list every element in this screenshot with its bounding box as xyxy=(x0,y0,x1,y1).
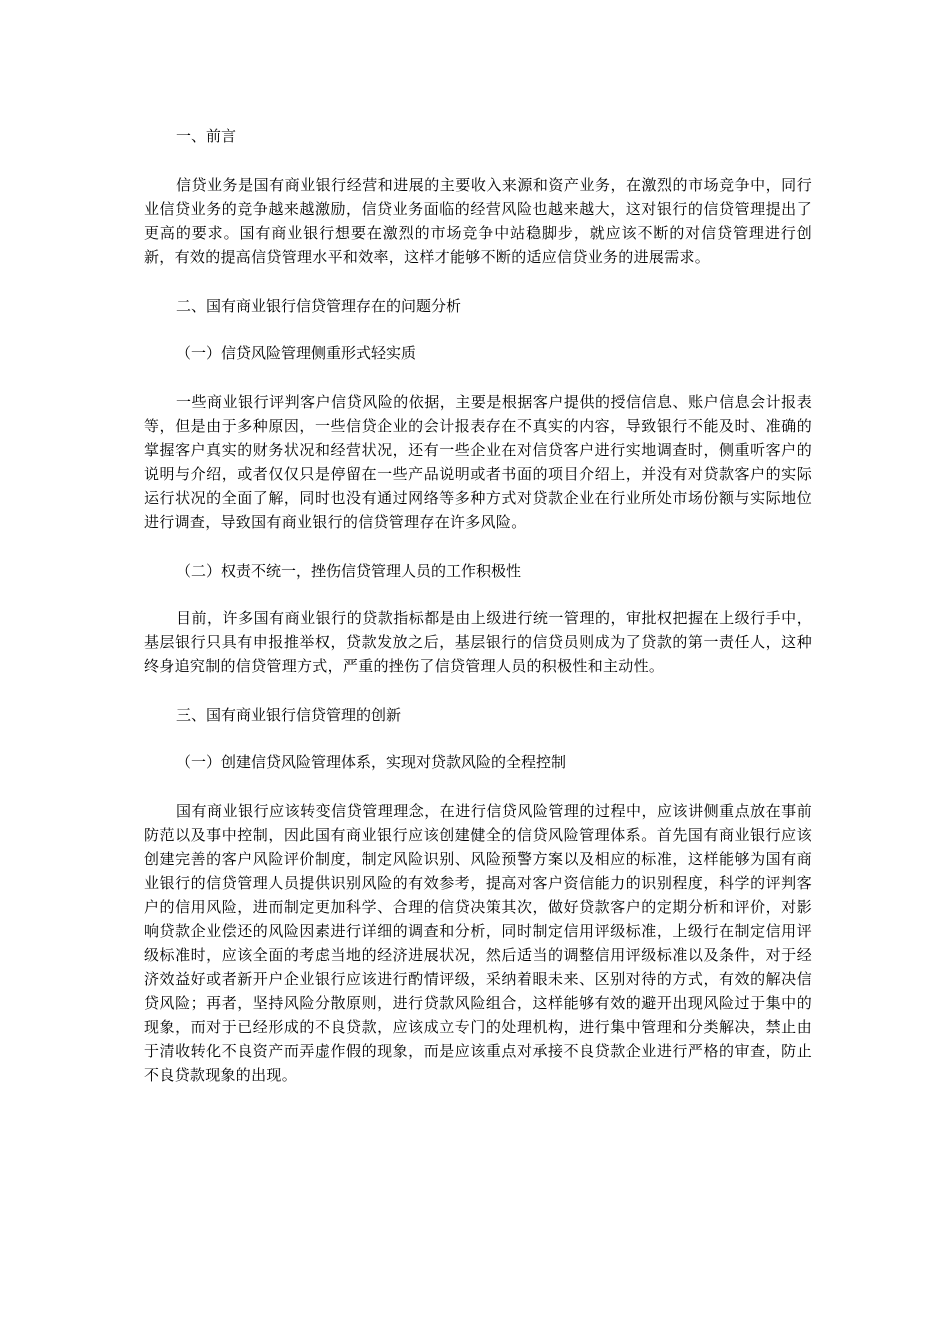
section-heading-problems: 二、国有商业银行信贷管理存在的问题分析 xyxy=(176,297,462,315)
paragraph-risk-system: 国有商业银行应该转变信贷管理理念，在进行信贷风险管理的过程中，应该讲侧重点放在事前防范以及事中控制，因此国有商业银行应该创建健全的信贷风险管理体系。首先国有商业银行应该创建完善的客户风险评价制度，制定风险识别、风险预警方案以及相应的标准，这样能够为国有商业银行的信贷管理人员提供识别风险的有效参考，提高对客户资信能力的识别程度，科学的评判客户的信用风险，进而制定更加科学、合理的信贷决策其次，做好贷款客户的定期分析和评价，对影响贷款企业偿还的风险因素进行详细的调查和分析，同时制定信用评级标准，上级行在制定信用评级标准时，应该全面的考虑当地的经济进展状况，然后适当的调整信用评级标准以及条件，对于经济效益好或者新开户企业银行应该进行酌情评级，采纳着眼未来、区别对待的方式，有效的解决信贷风险；再者，坚持风险分散原则，进行贷款风险组合，这样能够有效的避开出现风险过于集中的现象，而对于已经形成的不良贷款，应该成立专门的处理机构，进行集中管理和分类解决，禁止由于清收转化不良资产而弄虚作假的现象，而是应该重点对承接不良贷款企业进行严格的审查，防止不良贷款现象的出现。 xyxy=(144,802,812,1084)
subsection-heading-risk-form: （一）信贷风险管理侧重形式轻实质 xyxy=(176,344,417,362)
document-page xyxy=(144,124,812,1087)
section-heading-preface: 一、前言 xyxy=(176,127,237,145)
subsection-heading-authority: （二）权责不统一，挫伤信贷管理人员的工作积极性 xyxy=(176,562,522,580)
paragraph-preface: 信贷业务是国有商业银行经营和进展的主要收入来源和资产业务，在激烈的市场竞争中，同行业信贷业务的竞争越来越激励，信贷业务面临的经营风险也越来越大，这对银行的信贷管理提出了更高的要求。国有商业银行想要在激烈的市场竞争中站稳脚步，就应该不断的对信贷管理进行创新，有效的提高信贷管理水平和效率，这样才能够不断的适应信贷业务的进展需求。 xyxy=(144,176,812,266)
subsection-heading-risk-system: （一）创建信贷风险管理体系，实现对贷款风险的全程控制 xyxy=(176,753,567,771)
section-heading-innovation: 三、国有商业银行信贷管理的创新 xyxy=(176,706,402,724)
paragraph-risk-form: 一些商业银行评判客户信贷风险的依据，主要是根据客户提供的授信信息、账户信息会计报表等，但是由于多种原因，一些信贷企业的会计报表存在不真实的内容，导致银行不能及时、准确的掌握客户真实的财务状况和经营状况，还有一些企业在对信贷客户进行实地调查时，侧重听客户的说明与介绍，或者仅仅只是停留在一些产品说明或者书面的项目介绍上，并没有对贷款客户的实际运行状况的全面了解，同时也没有通过网络等多种方式对贷款企业在行业所处市场份额与实际地位进行调查，导致国有商业银行的信贷管理存在许多风险。 xyxy=(144,393,812,531)
paragraph-authority: 目前，许多国有商业银行的贷款指标都是由上级进行统一管理的，审批权把握在上级行手中，基层银行只具有申报推举权，贷款发放之后，基层银行的信贷员则成为了贷款的第一责任人，这种终身追究制的信贷管理方式，严重的挫伤了信贷管理人员的积极性和主动性。 xyxy=(144,609,812,675)
